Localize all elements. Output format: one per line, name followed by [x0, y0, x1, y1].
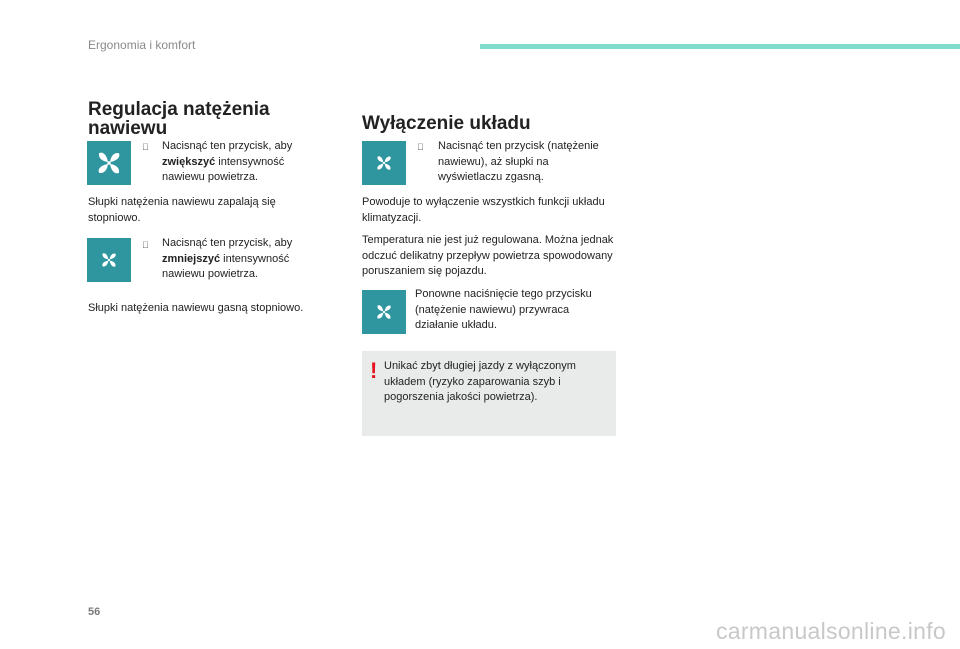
emphasis-increase: zwiększyć	[162, 155, 216, 168]
heading-fan-intensity: Regulacja natężenia nawiewu	[88, 99, 270, 139]
fan-icon-small	[362, 290, 406, 334]
paragraph-bars-light-up: Słupki natężenia nawiewu zapalają się stopniowo.	[88, 196, 276, 224]
warning-box	[362, 351, 616, 436]
fan-icon-small	[87, 238, 131, 282]
paragraph-restore: Ponowne naciśnięcie tego przycisku (natężenie nawiewu) przywraca działanie układu.	[415, 288, 592, 331]
instruction-decrease: Nacisnąć ten przycisk, aby zmniejszyć intensywność nawiewu powietrza.	[162, 237, 293, 280]
emphasis-decrease: zmniejszyć	[162, 252, 221, 265]
instruction-increase: Nacisnąć ten przycisk, aby zwiększyć intensywność nawiewu powietrza.	[162, 140, 293, 183]
header-section-title: Ergonomia i komfort	[88, 38, 196, 52]
bullet-marker	[417, 142, 424, 152]
bullet-marker	[142, 142, 149, 152]
heading-system-off: Wyłączenie układu	[362, 113, 531, 134]
fan-icon-small	[362, 141, 406, 185]
paragraph-bars-dim: Słupki natężenia nawiewu gasną stopniowo.	[88, 302, 304, 314]
paragraph-temperature: Temperatura nie jest już regulowana. Można jednak odczuć delikatny przepływ powietrza spowodowany poruszaniem się pojazdu.	[362, 234, 614, 277]
page-number: 56	[88, 606, 101, 618]
fan-icon-large	[87, 141, 131, 185]
header-accent-bar	[480, 44, 960, 49]
exclamation-icon: !	[370, 358, 378, 383]
watermark: carmanualsonline.info	[715, 618, 946, 644]
instruction-turn-off: Nacisnąć ten przycisk (natężenie nawiewu), aż słupki na wyświetlaczu zgasną.	[438, 140, 599, 183]
paragraph-disables-functions: Powoduje to wyłączenie wszystkich funkcji układu klimatyzacji.	[362, 196, 605, 224]
bullet-marker	[142, 240, 149, 250]
warning-text: Unikać zbyt długiej jazdy z wyłączonym układem (ryzyko zaparowania szyb i pogorszenia jakości powietrza).	[384, 360, 576, 403]
